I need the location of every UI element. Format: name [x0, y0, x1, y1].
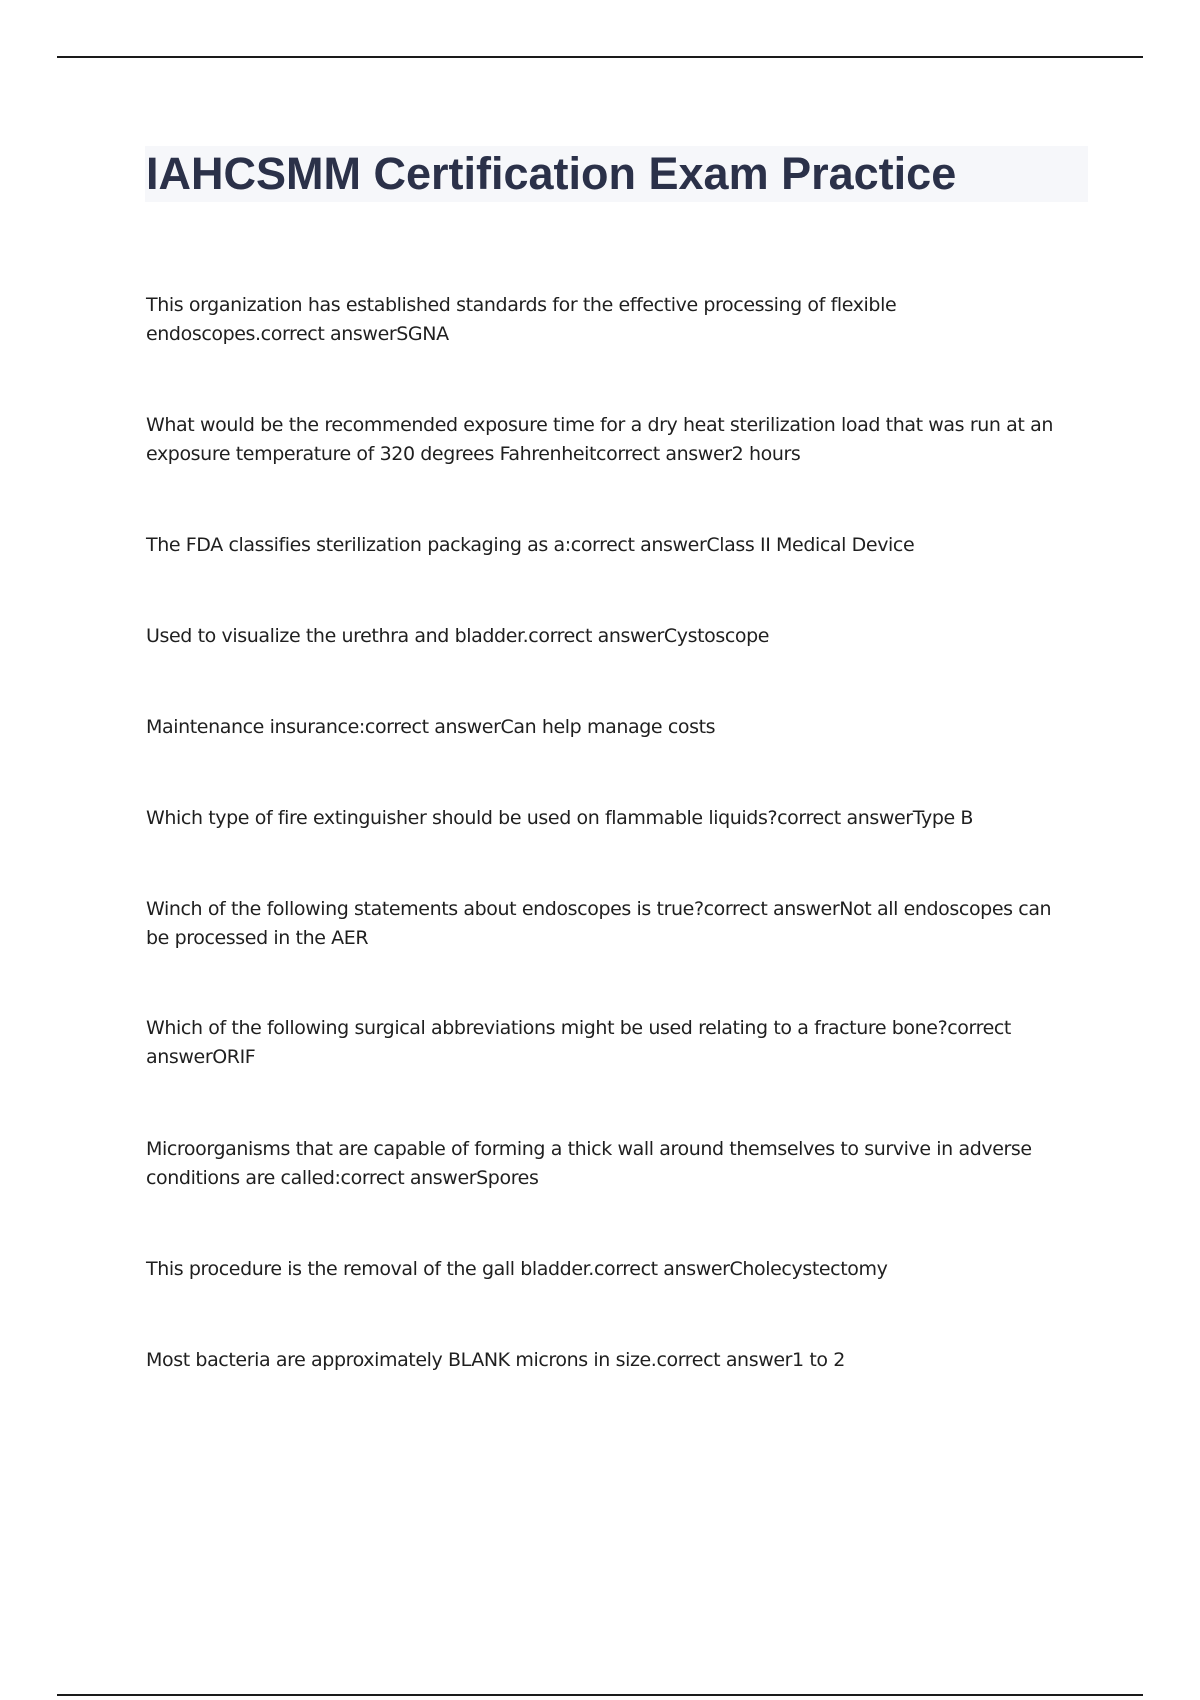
qa-item: Winch of the following statements about endoscopes is true?correct answerNot all endoscopes can be processed in the AER: [146, 898, 1052, 949]
footer-rule: [57, 1694, 1143, 1696]
qa-item: This procedure is the removal of the gall bladder.correct answerCholecystectomy: [146, 1258, 888, 1280]
header-rule: [57, 56, 1143, 58]
qa-item: Which of the following surgical abbreviations might be used relating to a fracture bone?correct answerORIF: [146, 1017, 1011, 1068]
qa-item: Most bacteria are approximately BLANK microns in size.correct answer1 to 2: [146, 1349, 845, 1371]
qa-item: Which type of fire extinguisher should be used on flammable liquids?correct answerType B: [146, 807, 974, 829]
qa-item: The FDA classifies sterilization packaging as a:correct answerClass II Medical Device: [146, 534, 915, 556]
qa-item: Maintenance insurance:correct answerCan help manage costs: [146, 716, 716, 738]
qa-item: This organization has established standards for the effective processing of flexible endoscopes.correct answerSGNA: [146, 294, 897, 345]
qa-item: Used to visualize the urethra and bladder.correct answerCystoscope: [146, 625, 770, 647]
page-title: IAHCSMM Certification Exam Practice: [146, 148, 957, 199]
qa-item: Microorganisms that are capable of forming a thick wall around themselves to survive in adverse conditions are called:correct answerSpores: [146, 1138, 1032, 1189]
qa-item: What would be the recommended exposure time for a dry heat sterilization load that was run at an exposure temperature of 320 degrees Fahrenheitcorrect answer2 hours: [146, 414, 1053, 465]
